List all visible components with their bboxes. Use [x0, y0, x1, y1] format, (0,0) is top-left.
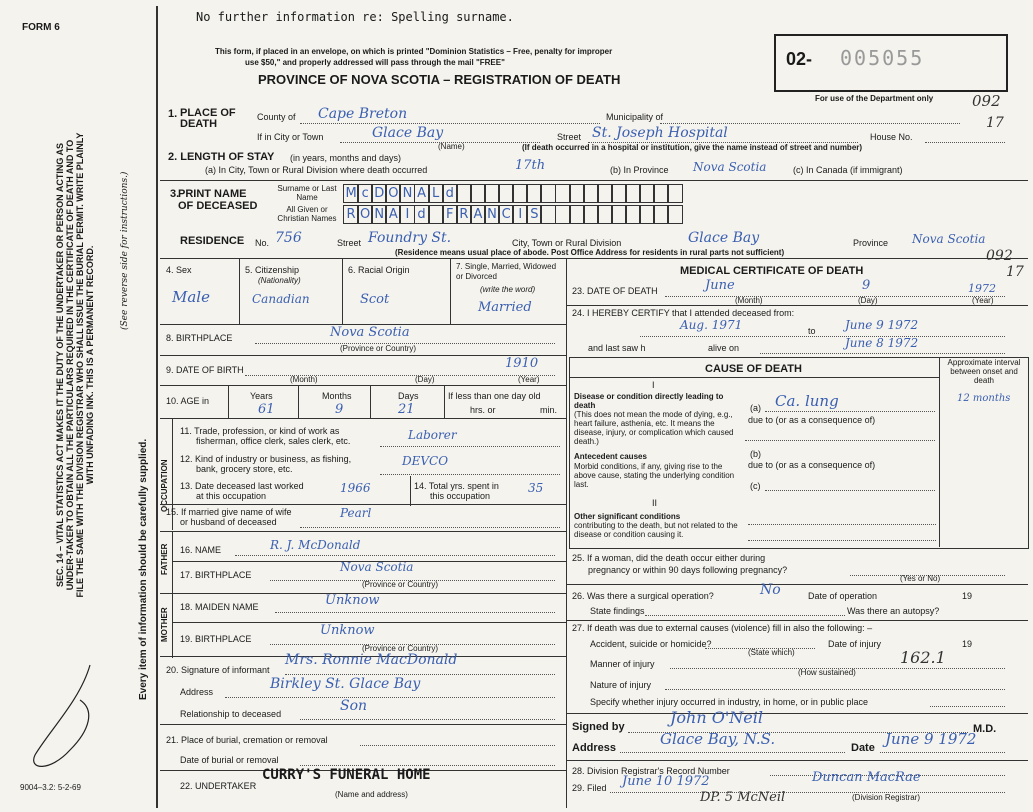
- name-letter-cell: D: [371, 184, 387, 203]
- form-title: PROVINCE OF NOVA SCOTIA – REGISTRATION OF DEATH: [258, 72, 621, 87]
- stay-note: (in years, months and days): [290, 153, 402, 163]
- specify-label: Specify whether injury occurred in industry, in home, or in public place: [590, 697, 868, 707]
- disease-note: (This does not mean the mode of dying, e.g., heart failure, asthenia, etc. It means the disease, injury, or complication which caused death.): [574, 410, 734, 446]
- name-letter-cell: L: [428, 184, 444, 203]
- stay-b: (b) In Province: [610, 165, 669, 175]
- wife-value: Pearl: [340, 506, 372, 520]
- hospital-note: (If death occurred in a hospital or institution, give the name instead of street and number): [522, 143, 863, 152]
- last-saw-label: and last saw h: [588, 343, 646, 353]
- antecedent-note: Morbid conditions, if any, giving rise to the above cause, stating the underlying condition last.: [574, 462, 735, 489]
- occ13-value: 1966: [340, 481, 371, 495]
- alive-on-label: alive on: [708, 343, 740, 353]
- dod-label: 23. DATE OF DEATH: [572, 286, 658, 296]
- name-letter-cell: [667, 184, 683, 203]
- op-date-label: Date of operation: [808, 591, 878, 601]
- undertaker-value: CURRY'S FUNERAL HOME: [262, 767, 431, 783]
- months-value: 9: [335, 402, 344, 417]
- marital-sub: (write the word): [480, 285, 536, 294]
- reg-number: 005055: [840, 46, 925, 70]
- med-address-label: Address: [572, 742, 617, 754]
- name-letter-cell: I: [399, 205, 415, 224]
- top-note: No further information re: Spelling surname.: [196, 10, 514, 24]
- name-letter-cell: A: [385, 205, 401, 224]
- city-label: If in City or Town: [257, 132, 324, 142]
- father-side: FATHER: [160, 543, 169, 575]
- father-bp-caption: (Province or Country): [362, 580, 439, 589]
- name-label: PRINT NAME OF DECEASED: [178, 188, 258, 212]
- dod-year-cap: (Year): [972, 296, 994, 305]
- lessday-label: If less than one day old: [448, 391, 541, 401]
- dp-note: DP. 5 McNeil: [700, 790, 786, 805]
- days-label: Days: [398, 391, 419, 401]
- residence-division: Glace Bay: [688, 230, 760, 246]
- marital-label: 7. Single, Married, Widowed or Divorced: [456, 262, 557, 281]
- mother-maiden-label: 18. MAIDEN NAME: [180, 602, 259, 612]
- undertaker-caption: (Name and address): [335, 790, 408, 799]
- dod-day: 9: [862, 278, 871, 293]
- left-border: [156, 6, 158, 808]
- name-letter-cell: [667, 205, 683, 224]
- city-value: Glace Bay: [372, 125, 444, 141]
- occ14-label-b: this occupation: [430, 491, 491, 501]
- side-reverse: (See reverse side for instructions.): [120, 171, 130, 330]
- dob-month-cap: (Month): [290, 375, 318, 384]
- q25-label: 25. If a woman, did the death occur either during: [572, 553, 766, 563]
- name-letter-cell: A: [414, 184, 430, 203]
- given-label: All Given or Christian Names: [277, 205, 337, 223]
- alive-on-value: June 8 1972: [845, 336, 919, 350]
- signed-by-label: Signed by: [572, 721, 625, 733]
- occ11-label-b: fisherman, office clerk, sales clerk, etc.: [196, 436, 351, 446]
- occupation-side: OCCUPATION: [160, 459, 169, 512]
- residence-division-label: City, Town or Rural Division: [512, 238, 622, 248]
- marital-value: Married: [478, 300, 532, 315]
- name-caption: (Name): [438, 142, 465, 151]
- residence-province: Nova Scotia: [912, 232, 986, 246]
- informant-address-label: Address: [180, 687, 214, 697]
- occ13-label-b: at this occupation: [196, 491, 267, 501]
- accident-label: Accident, suicide or homicide?: [590, 639, 712, 649]
- q26-value: No: [760, 582, 781, 598]
- mother-bp-caption: (Province or Country): [362, 644, 439, 653]
- birthplace-value: Nova Scotia: [330, 325, 410, 340]
- op-year-label: 19: [962, 591, 973, 601]
- injury-date-label: Date of injury: [828, 639, 882, 649]
- scribble-mark: [20, 660, 130, 780]
- informant-label: 20. Signature of informant: [166, 665, 270, 675]
- sex-value: Male: [172, 288, 210, 306]
- certify-to: June 9 1972: [845, 318, 919, 332]
- undertaker-label: 22. UNDERTAKER: [180, 781, 257, 791]
- father-name: R. J. McDonald: [270, 538, 361, 552]
- cause-header: CAUSE OF DEATH: [705, 363, 802, 375]
- stay-b-value: Nova Scotia: [693, 160, 767, 174]
- state-which-caption: (State which): [748, 648, 795, 657]
- dob-year: 1910: [505, 356, 539, 371]
- name-letter-cell: C: [498, 205, 514, 224]
- cit-value: Canadian: [252, 292, 310, 306]
- dept-code-1: 092: [972, 92, 1001, 110]
- name-letter-cell: N: [399, 184, 415, 203]
- mother-birthplace: Unknow: [320, 623, 375, 638]
- manner-value: 162.1: [900, 648, 946, 667]
- how-sustained-caption: (How sustained): [798, 668, 856, 677]
- cause-a-value: Ca. lung: [775, 392, 839, 410]
- burial-label: 21. Place of burial, cremation or removal: [166, 735, 328, 745]
- age-label: 10. AGE in: [166, 396, 210, 406]
- residence-street-label: Street: [337, 238, 362, 248]
- residence-province-label: Province: [853, 238, 889, 248]
- cause-b-label: (b): [750, 449, 761, 459]
- certify-from: Aug. 1971: [680, 318, 743, 332]
- occ11-label: 11. Trade, profession, or kind of work as: [180, 426, 340, 436]
- relationship-value: Son: [340, 698, 368, 714]
- name-label-no: 3.: [170, 188, 180, 200]
- registrar-value: Duncan MacRae: [812, 770, 921, 785]
- occ13-label: 13. Date deceased last worked: [180, 481, 304, 491]
- wife-label: 15. If married give name of wife: [166, 507, 292, 517]
- q28-label: 28. Division Registrar's Record Number: [572, 766, 730, 776]
- print-code: 9004–3.2: 5-2-69: [20, 783, 81, 792]
- wife-label-b: or husband of deceased: [180, 517, 277, 527]
- dod-day-cap: (Day): [858, 296, 878, 305]
- informant-value: Mrs. Ronnie MacDonald: [285, 652, 458, 668]
- days-value: 21: [398, 402, 415, 417]
- relationship-label: Relationship to deceased: [180, 709, 282, 719]
- med-address-value: Glace Bay, N.S.: [660, 730, 776, 748]
- medical-header: MEDICAL CERTIFICATE OF DEATH: [680, 265, 864, 277]
- name-letter-cell: c: [357, 184, 373, 203]
- registration-number-box: [774, 34, 1008, 92]
- father-name-label: 16. NAME: [180, 545, 222, 555]
- name-letter-cell: d: [414, 205, 430, 224]
- name-letter-cell: d: [442, 184, 458, 203]
- residence-note: (Residence means usual place of abode. Post Office Address for residents in rural parts not sufficient): [395, 248, 785, 257]
- county-label: County of: [257, 112, 296, 122]
- name-letter-cell: N: [484, 205, 500, 224]
- name-letter-cell: S: [526, 205, 542, 224]
- autopsy-label: Was there an autopsy?: [847, 606, 940, 616]
- dob-day-cap: (Day): [415, 375, 435, 384]
- q27-label: 27. If death was due to external causes (violence) fill in also the following: –: [572, 623, 873, 633]
- occ14-value: 35: [528, 481, 544, 495]
- other-note: contributing to the death, but not related to the disease or condition causing it.: [574, 521, 738, 539]
- side-law-text: SEC. 14 – VITAL STATISTICS ACT MAKES IT THE DUTY OF THE UNDERTAKER OR PERSON ACTING AS UNDER-TAKER TO OBTAIN ALL THE PARTICULARS REQUIRED IN THE CERTIFICATE OF DEATH AND TO FILE THE SAME WITH THE DIVISION REGISTRAR WHO SHALL ISSUE THE BURIAL PERMIT. WRITE PLAINLY WITH UNFADING INK. THIS IS A PERMANENT RECORD.: [55, 132, 95, 598]
- cause-b-due: due to (or as a consequence of): [748, 460, 876, 470]
- certify-to-label: to: [808, 326, 816, 336]
- father-birthplace-label: 17. BIRTHPLACE: [180, 570, 252, 580]
- name-letter-cell: M: [343, 184, 359, 203]
- name-letter-cell: I: [512, 205, 528, 224]
- approx-value: 12 months: [957, 393, 1011, 404]
- cause-c-label: (c): [750, 481, 761, 491]
- dept-use: For use of the Department only: [815, 94, 934, 103]
- house-label: House No.: [870, 132, 913, 142]
- dept-code-2: 17: [986, 115, 1004, 131]
- residence-label: RESIDENCE: [180, 235, 245, 247]
- birthplace-caption: (Province or Country): [340, 344, 417, 353]
- mother-side: MOTHER: [160, 607, 169, 642]
- envelope-note-2: use $50," and properly addressed will pass through the mail "FREE": [245, 58, 505, 67]
- cit-label: 5. Citizenship: [245, 265, 300, 275]
- occ12-value: DEVCO: [402, 454, 449, 468]
- municipality-label: Municipality of: [606, 112, 664, 122]
- name-letter-cell: N: [371, 205, 387, 224]
- residence-street: Foundry St.: [368, 230, 452, 246]
- years-label: Years: [250, 391, 273, 401]
- med-date-label: Date: [851, 742, 875, 754]
- name-letter-cell: O: [385, 184, 401, 203]
- med-date-value: June 9 1972: [885, 730, 977, 748]
- yes-no-caption: (Yes or No): [900, 574, 941, 583]
- occ12-label: 12. Kind of industry or business, as fishing,: [180, 454, 352, 464]
- dob-label: 9. DATE OF BIRTH: [166, 365, 244, 375]
- dod-month: June: [705, 278, 735, 293]
- place-label: PLACE OF DEATH: [180, 107, 236, 130]
- dod-month-cap: (Month): [735, 296, 763, 305]
- disease-label: Disease or condition directly leading to death: [574, 392, 724, 410]
- name-letter-cell: F: [442, 205, 458, 224]
- cause-a-due: due to (or as a consequence of): [748, 415, 876, 425]
- cit-sub: (Nationality): [258, 276, 301, 285]
- occ11-value: Laborer: [408, 428, 457, 442]
- burial-date-label: Date of burial or removal: [180, 755, 279, 765]
- informant-address: Birkley St. Glace Bay: [270, 676, 421, 692]
- side-every: Every item of information should be carefully supplied.: [138, 438, 149, 700]
- name-letter-cell: O: [357, 205, 373, 224]
- other-label: Other significant conditions: [574, 512, 681, 521]
- racial-label: 6. Racial Origin: [348, 265, 410, 275]
- q29-label: 29. Filed: [572, 783, 607, 793]
- md-label: M.D.: [973, 723, 997, 735]
- months-label: Months: [322, 391, 352, 401]
- min-label: min.: [540, 405, 558, 415]
- stay-c: (c) In Canada (if immigrant): [793, 165, 903, 175]
- occ12-label-b: bank, grocery store, etc.: [196, 464, 293, 474]
- street-value: St. Joseph Hospital: [592, 125, 728, 141]
- surname-label: Surname or Last Name: [277, 184, 337, 202]
- reg-prefix: 02-: [786, 49, 813, 69]
- years-value: 61: [258, 402, 275, 417]
- dob-year-cap: (Year): [518, 375, 540, 384]
- name-letter-cell: R: [456, 205, 472, 224]
- racial-value: Scot: [360, 292, 390, 307]
- form-number: FORM 6: [22, 22, 60, 33]
- division-registrar-caption: (Division Registrar): [852, 793, 921, 802]
- mother-birthplace-label: 19. BIRTHPLACE: [180, 634, 252, 644]
- manner-label: Manner of injury: [590, 659, 655, 669]
- roman-2: II: [652, 498, 658, 508]
- q26-label: 26. Was there a surgical operation?: [572, 591, 714, 601]
- mother-maiden: Unknow: [325, 593, 380, 608]
- occ14-label: 14. Total yrs. spent in: [414, 481, 499, 491]
- certify-label: 24. I HEREBY CERTIFY that I attended deceased from:: [572, 308, 795, 318]
- filed-value: June 10 1972: [622, 774, 710, 789]
- state-findings-label: State findings: [590, 606, 645, 616]
- q25-label-b: pregnancy or within 90 days following pregnancy?: [588, 565, 788, 575]
- residence-no-label: No.: [255, 238, 270, 248]
- county-value: Cape Breton: [318, 106, 408, 122]
- hrs-label: hrs. or: [470, 405, 496, 415]
- sex-label: 4. Sex: [166, 265, 192, 275]
- envelope-note-1: This form, if placed in an envelope, on which is printed "Dominion Statistics – Free, penalty for improper: [215, 47, 613, 56]
- injury-year-label: 19: [962, 639, 973, 649]
- street-label: Street: [557, 132, 582, 142]
- cause-a-label: (a): [750, 403, 761, 413]
- nature-label: Nature of injury: [590, 680, 652, 690]
- stay-label: 2. LENGTH OF STAY: [168, 151, 275, 163]
- place-label-no: 1.: [168, 108, 178, 120]
- father-birthplace: Nova Scotia: [340, 560, 414, 574]
- birthplace-label: 8. BIRTHPLACE: [166, 333, 233, 343]
- name-letter-cell: A: [470, 205, 486, 224]
- signed-by-value: John O'Neil: [670, 708, 763, 727]
- roman-1: I: [652, 380, 655, 390]
- antecedent-label: Antecedent causes: [574, 452, 647, 461]
- name-letter-cell: R: [343, 205, 359, 224]
- residence-no: 756: [275, 230, 302, 246]
- dod-year: 1972: [968, 282, 996, 295]
- stay-a: (a) In City, Town or Rural Division where death occurred: [205, 165, 428, 175]
- approx-label: Approximate interval between onset and death: [947, 358, 1021, 385]
